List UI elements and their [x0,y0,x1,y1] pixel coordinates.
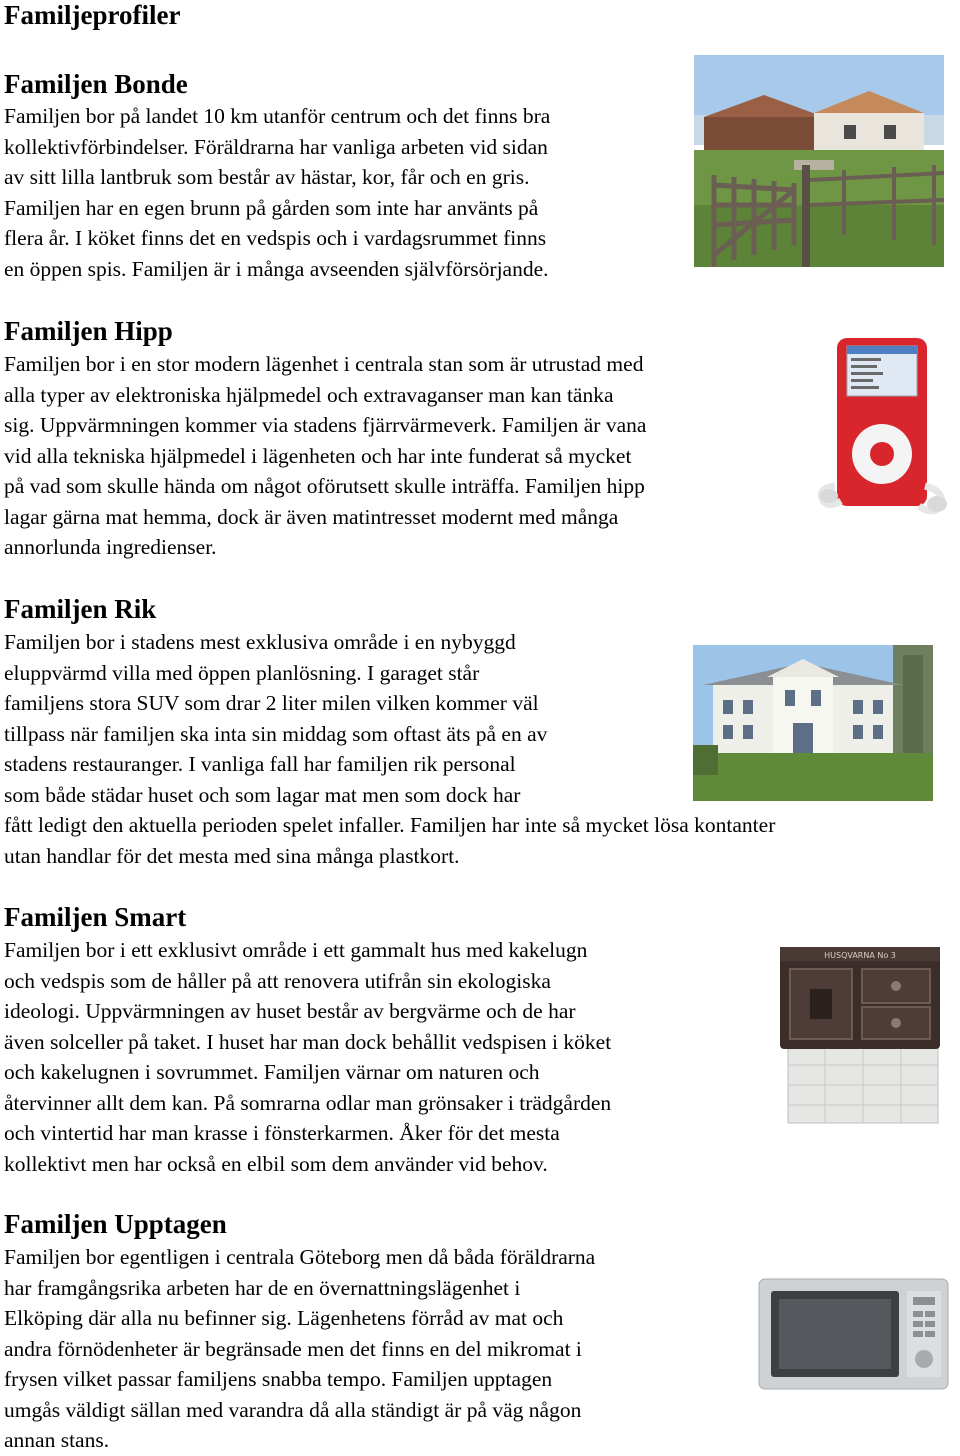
text-line: och kakelugnen i sovrummet. Familjen värnar om naturen och [4,1060,540,1084]
text-line: andra förnödenheter är begränsade men det finns en del mikromat i [4,1336,582,1361]
text-line: av sitt lilla lantbruk som består av hästar, kor, får och en gris. [4,165,530,189]
section-text-hipp [4,349,646,563]
text-line: ideologi. Uppvärmningen av huset består av bergvärme och de har [4,999,576,1023]
section-text-rik [4,627,775,871]
text-line: återvinner allt dem kan. På somrarna odlar man grönsaker i trädgården [4,1090,612,1115]
text-line: flera år. I köket finns det en vedspis och i vardagsrummet finns [4,226,547,250]
section-heading-rik: Familjen Rik [4,594,157,624]
text-line: kollektivt men har också en elbil som dem använder vid behov. [4,1151,548,1176]
text-line: kollektivförbindelser. Föräldrarna har vanliga arbeten vid sidan [4,134,548,159]
text-line: Familjen bor egentligen i centrala Göteborg men då båda föräldrarna [4,1245,596,1269]
wood-stove-photo [770,935,950,1125]
section-heading-bonde: Familjen Bonde [4,69,188,99]
section-heading-hipp: Familjen Hipp [4,316,173,346]
text-line: Familjen bor i stadens mest exklusiva område i en nybyggd [4,630,516,654]
farm-gate-photo [694,55,944,267]
text-line: på vad som skulle hända om något oförutsett skulle inträffa. Familjen hipp [4,474,645,498]
section-text-bonde [4,101,550,284]
text-line: familjens stora SUV som drar 2 liter milen vilken kommer väl [4,691,539,715]
text-line: tillpass när familjen ska inta sin middag som oftast äts på en av [4,721,548,746]
text-line: även solceller på taket. I huset har man dock behållit vedspisen i köket [4,1029,612,1054]
text-line: Familjen bor i ett exklusivt område i ett gammalt hus med kakelugn [4,938,588,962]
text-line: annorlunda ingredienser. [4,535,217,559]
text-line: Familjen har en egen brunn på gården som inte har använts på [4,195,539,220]
section-heading-upptagen: Familjen Upptagen [4,1209,227,1239]
text-line: och vintertid har man krasse i fönsterkarmen. Åker för det mesta [4,1121,560,1145]
section-text-smart [4,935,611,1179]
text-line: har framgångsrika arbeten har de en övernattningslägenhet i [4,1275,521,1300]
text-line: utan handlar för det mesta med sina många plastkort. [4,843,460,868]
text-line: annan stans. [4,1428,110,1452]
text-line: och vedspis som de håller på att renovera utifrån sin ekologiska [4,968,551,993]
section-text-upptagen [4,1242,595,1456]
text-line: lagar gärna mat hemma, dock är även matintresset modernt med många [4,504,619,529]
text-line: som både städar huset och som lagar mat men som dock har [4,782,521,807]
text-line: Familjen bor på landet 10 km utanför centrum och det finns bra [4,104,551,128]
page-title: Familjeprofiler [4,0,181,30]
stove-label: HUSQVARNA No 3 [824,951,896,960]
text-line: frysen vilket passar familjens snabba tempo. Familjen upptagen [4,1367,553,1391]
text-line: umgås väldigt sällan med varandra då alla ständigt är på väg någon [4,1397,582,1422]
text-line: Familjen bor i en stor modern lägenhet i centrala stan som är utrustad med [4,352,644,376]
text-line: alla typer av elektroniska hjälpmedel och extravaganser man kan tänka [4,382,614,407]
text-line: Elköping där alla nu befinner sig. Lägenhetens förråd av mat och [4,1306,564,1330]
mansion-photo [693,645,933,801]
text-line: sig. Uppvärmningen kommer via stadens fjärrvärmeverk. Familjen är vana [4,413,647,437]
text-line: en öppen spis. Familjen är i många avseenden självförsörjande. [4,256,549,281]
microwave-photo [757,1275,950,1392]
text-line: fått ledigt den aktuella perioden spelet infaller. Familjen har inte så mycket lösa kontanter [4,813,776,837]
section-heading-smart: Familjen Smart [4,902,187,932]
text-line: eluppvärmd villa med öppen planlösning. I garaget står [4,660,480,685]
text-line: stadens restauranger. I vanliga fall har familjen rik personal [4,752,516,776]
text-line: vid alla tekniska hjälpmedel i lägenheten och har inte funderat så mycket [4,443,632,468]
red-mp3-player-photo [815,336,950,521]
